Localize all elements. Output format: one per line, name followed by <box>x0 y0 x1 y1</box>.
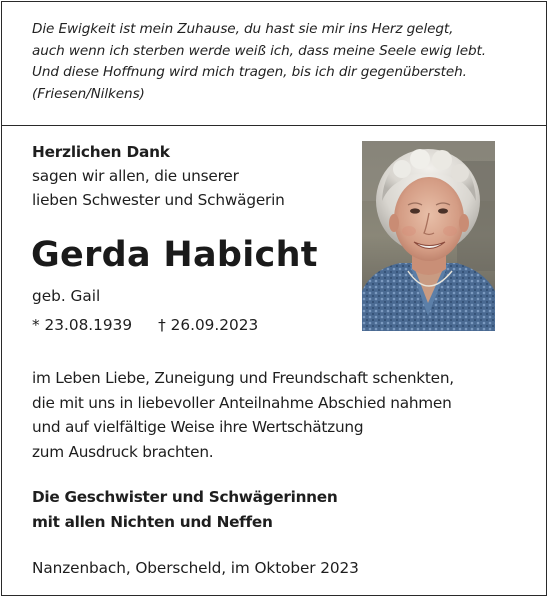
portrait-photo <box>362 141 495 331</box>
signer-line: Die Geschwister und Schwägerinnen <box>32 488 338 506</box>
thanks-message <box>32 366 454 464</box>
thanks-line: lieben Schwester und Schwägerin <box>32 191 285 209</box>
message-line: im Leben Liebe, Zuneigung und Freundschaft schenkten, <box>32 369 454 387</box>
quote-source: (Friesen/Nilkens) <box>32 85 145 102</box>
poem-quote <box>32 19 532 105</box>
message-line: die mit uns in liebevoller Anteilnahme Abschied nahmen <box>32 393 452 412</box>
thanks-block <box>32 140 285 212</box>
message-line: und auf vielfältige Weise ihre Wertschätzung <box>32 418 364 436</box>
quote-line: Und diese Hoffnung wird mich tragen, bis ich dir gegenübersteh. <box>32 64 467 80</box>
quote-line: Die Ewigkeit ist mein Zuhause, du hast sie mir ins Herz gelegt, <box>32 21 454 37</box>
thanks-line: sagen wir allen, die unserer <box>32 167 239 185</box>
message-line: zum Ausdruck brachten. <box>32 442 214 461</box>
divider-line <box>2 125 546 126</box>
signer-line: mit allen Nichten und Neffen <box>32 513 273 531</box>
signers-block <box>32 485 337 535</box>
deceased-name: Gerda Habicht <box>31 235 318 275</box>
birth-date: * 23.08.1939 <box>32 316 133 334</box>
life-dates <box>32 316 258 334</box>
death-date: † 26.09.2023 <box>158 316 259 334</box>
quote-line: auch wenn ich sterben werde weiß ich, dass meine Seele ewig lebt. <box>32 42 486 59</box>
maiden-name: geb. Gail <box>32 287 101 305</box>
thanks-heading: Herzlichen Dank <box>32 143 170 161</box>
place-date: Nanzenbach, Oberscheld, im Oktober 2023 <box>32 559 359 577</box>
